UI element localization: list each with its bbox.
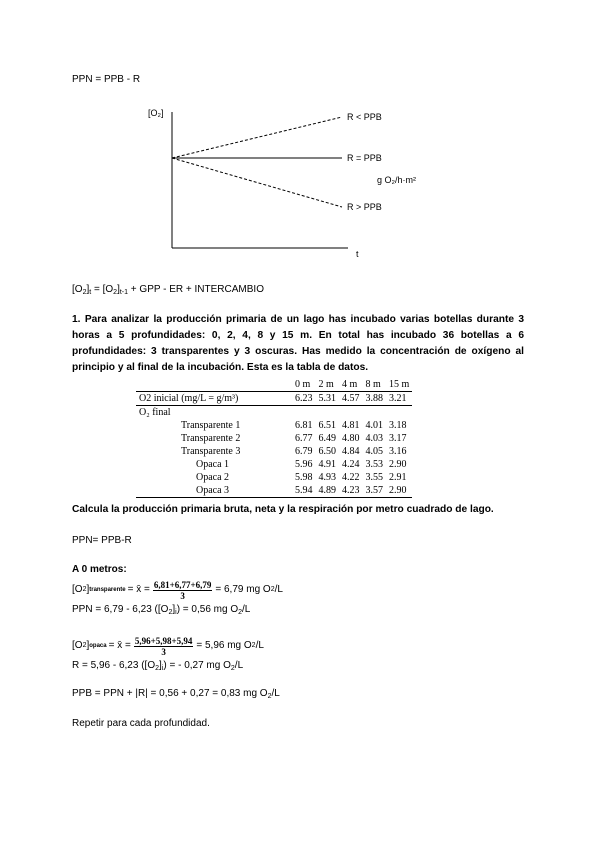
calc-transp-result-unit: /L [274, 584, 283, 595]
data-table-container [136, 378, 412, 498]
calc-opaca-close: ] [86, 640, 90, 651]
ppn-line-a: PPN = 6,79 - 6,23 ([O [72, 604, 169, 615]
fraction-numerator: 5,96+5,98+5,94 [134, 635, 193, 646]
label-r-equal-ppb: R = PPB [347, 153, 382, 163]
section-title: A 0 metros: [72, 564, 127, 575]
calc-transp-eq: = x̄ = [127, 584, 150, 595]
initial-label: O2 inicial (mg/L = g/m³) [139, 393, 239, 404]
table-cell: 3.55 [365, 472, 383, 483]
table-cell: 2.90 [389, 459, 407, 470]
table-cell: 4.91 [318, 459, 336, 470]
calc-transp-result: = 6,79 mg O [215, 584, 271, 595]
r-line-mid: ] [159, 660, 162, 671]
data-table [136, 378, 412, 498]
ppn-line-unit: /L [242, 604, 251, 615]
table-cell: 4.05 [365, 446, 383, 457]
calc-ppn-line [72, 604, 250, 616]
table-cell: 6.79 [295, 446, 313, 457]
header-cell: 4 m [342, 379, 358, 390]
table-cell: 4.22 [342, 472, 360, 483]
header-cell: 15 m [389, 379, 410, 390]
problem-statement [72, 312, 524, 376]
calc-ppb-line [72, 688, 280, 700]
eq-lhs-index: t [89, 289, 92, 296]
eq-mid-index: t-1 [119, 289, 129, 296]
table-cell: 4.03 [365, 433, 383, 444]
row-label: Opaca 2 [196, 472, 230, 483]
table-cell: 6.50 [318, 446, 336, 457]
r-line-end: ) = - 0,27 mg O [163, 660, 231, 671]
header-cell: 0 m [295, 379, 311, 390]
y-axis-label: [O₂] [148, 108, 164, 118]
table-cell: 4.81 [342, 420, 360, 431]
table-initial-row [136, 392, 412, 406]
ppn-line-mid: ] [172, 604, 176, 615]
productivity-graph [140, 100, 440, 270]
table-cell: 6.77 [295, 433, 313, 444]
table-cell: 4.84 [342, 446, 360, 457]
calc-r-line [72, 660, 243, 672]
table-row [136, 471, 412, 484]
table-cell: 3.18 [389, 420, 407, 431]
formula-ppn: PPN = PPB - R [72, 74, 141, 85]
fraction-opaque [134, 636, 194, 657]
table-cell: 4.57 [342, 393, 360, 404]
table-cell: 6.81 [295, 420, 313, 431]
line-r-less-ppb [172, 117, 342, 158]
table-cell: 6.51 [318, 420, 336, 431]
table-cell: 4.01 [365, 420, 383, 431]
table-cell: 6.23 [295, 393, 313, 404]
footer-note: Repetir para cada profundidad. [72, 718, 210, 729]
ppn-line-index: i [175, 609, 177, 616]
table-cell: 3.53 [365, 459, 383, 470]
r-line-a: R = 5,96 - 6,23 ([O [72, 660, 156, 671]
table-cell: 6.49 [318, 433, 336, 444]
eq-mid: = [O [91, 284, 114, 295]
table-cell: 5.94 [295, 485, 313, 496]
row-label: Transparente 1 [181, 420, 241, 431]
eq-lhs-sub: 2 [82, 289, 87, 296]
r-line-unit: /L [234, 660, 244, 671]
calc-opaque-line: [O 2 ] opaca = x̄ = $\frac{5,96+5,98+5,94}{3}$ = 5,96 mg O 2 /L [72, 635, 264, 657]
ppn-line-end: ) = 0,56 mg O [176, 604, 239, 615]
question-text: Calcula la producción primaria bruta, neta y la respiración por metro cuadrado de lago. [72, 504, 494, 515]
fraction-numerator: 6,81+6,77+6,79 [153, 579, 212, 590]
problem-number: 1. [72, 314, 81, 325]
table-row [136, 458, 412, 471]
row-label: Transparente 2 [181, 433, 241, 444]
row-label: Opaca 3 [196, 485, 230, 496]
eq-lhs: [O [72, 284, 83, 295]
x-axis-label: t [356, 249, 359, 259]
table-cell: 4.24 [342, 459, 360, 470]
table-row [136, 445, 412, 458]
table-cell: 5.96 [295, 459, 313, 470]
table-cell: 4.89 [318, 485, 336, 496]
header-cell: 2 m [318, 379, 334, 390]
problem-text: Para analizar la producción primaria de un lago has incubado varias botellas durante 3 horas a 5 profundidades: 0, 2, 4, 8 y 15 m. En total has incubado 36 botellas a 6 profundidades: 3 transparentes y 3 oscuras. Has medido la concentración de oxígeno al principio y al final de la incubación. Esta es la tabla de datos. [72, 314, 524, 373]
fraction-transparent [153, 580, 213, 601]
ppb-line-a: PPB = PPN + |R| = 0,56 + 0,27 = 0,83 mg O [72, 688, 268, 699]
line-r-greater-ppb [172, 158, 342, 207]
fraction-denominator: 3 [161, 646, 166, 657]
calc-opaca-eq: = x̄ = [108, 640, 131, 651]
o2-equation [72, 284, 264, 296]
table-cell: 3.88 [365, 393, 383, 404]
ppb-line-sub: 2 [267, 693, 272, 700]
unit-label: g O₂/h·m² [377, 175, 416, 185]
row-label: Transparente 3 [181, 446, 241, 457]
table-cell: 3.57 [365, 485, 383, 496]
calc-transparent-line: [O 2 ] transparente = x̄ = $\frac{6,81+6,77+6,79}{3}$ = 6,79 mg O 2 /L [72, 579, 283, 601]
r-line-end-sub: 2 [230, 665, 235, 672]
r-line-index: i [161, 665, 164, 672]
calc-opaca-prefix: [O [72, 640, 83, 651]
fraction-denominator: 3 [180, 590, 185, 601]
header-cell: 8 m [365, 379, 381, 390]
eq-rhs: + GPP - ER + INTERCAMBIO [128, 284, 264, 295]
table-cell: 4.80 [342, 433, 360, 444]
calc-transp-prefix: [O [72, 584, 83, 595]
graph-svg [140, 100, 440, 270]
table-row [136, 484, 412, 498]
table-row [136, 432, 412, 445]
final-label: O₂ final [139, 407, 171, 418]
eq-mid-close: ] [117, 284, 120, 295]
table-cell: 3.21 [389, 393, 407, 404]
ppn-line-sub: 2 [168, 609, 173, 616]
calc-opaca-result: = 5,96 mg O [196, 640, 252, 651]
header-cell [136, 378, 292, 392]
r-line-sub: 2 [155, 665, 160, 672]
formula-ppn-2: PPN= PPB-R [72, 535, 132, 546]
label-r-greater-ppb: R > PPB [347, 202, 382, 212]
table-cell: 3.16 [389, 446, 407, 457]
ppn-line-end-sub: 2 [238, 609, 243, 616]
ppb-line-unit: /L [271, 688, 280, 699]
eq-lhs-close: ] [86, 284, 90, 295]
eq-mid-sub: 2 [113, 289, 118, 296]
row-label: Opaca 1 [196, 459, 230, 470]
table-cell: 5.98 [295, 472, 313, 483]
table-cell: 5.31 [318, 393, 336, 404]
table-cell: 4.23 [342, 485, 360, 496]
table-row [136, 419, 412, 432]
table-cell: 2.91 [389, 472, 407, 483]
calc-opaca-result-unit: /L [255, 640, 264, 651]
table-header-row [136, 378, 412, 392]
label-r-less-ppb: R < PPB [347, 112, 382, 122]
calc-transp-close: ] [86, 584, 90, 595]
table-final-label-row [136, 406, 412, 420]
table-cell: 3.17 [389, 433, 407, 444]
table-cell: 4.93 [318, 472, 336, 483]
table-cell: 2.90 [389, 485, 407, 496]
